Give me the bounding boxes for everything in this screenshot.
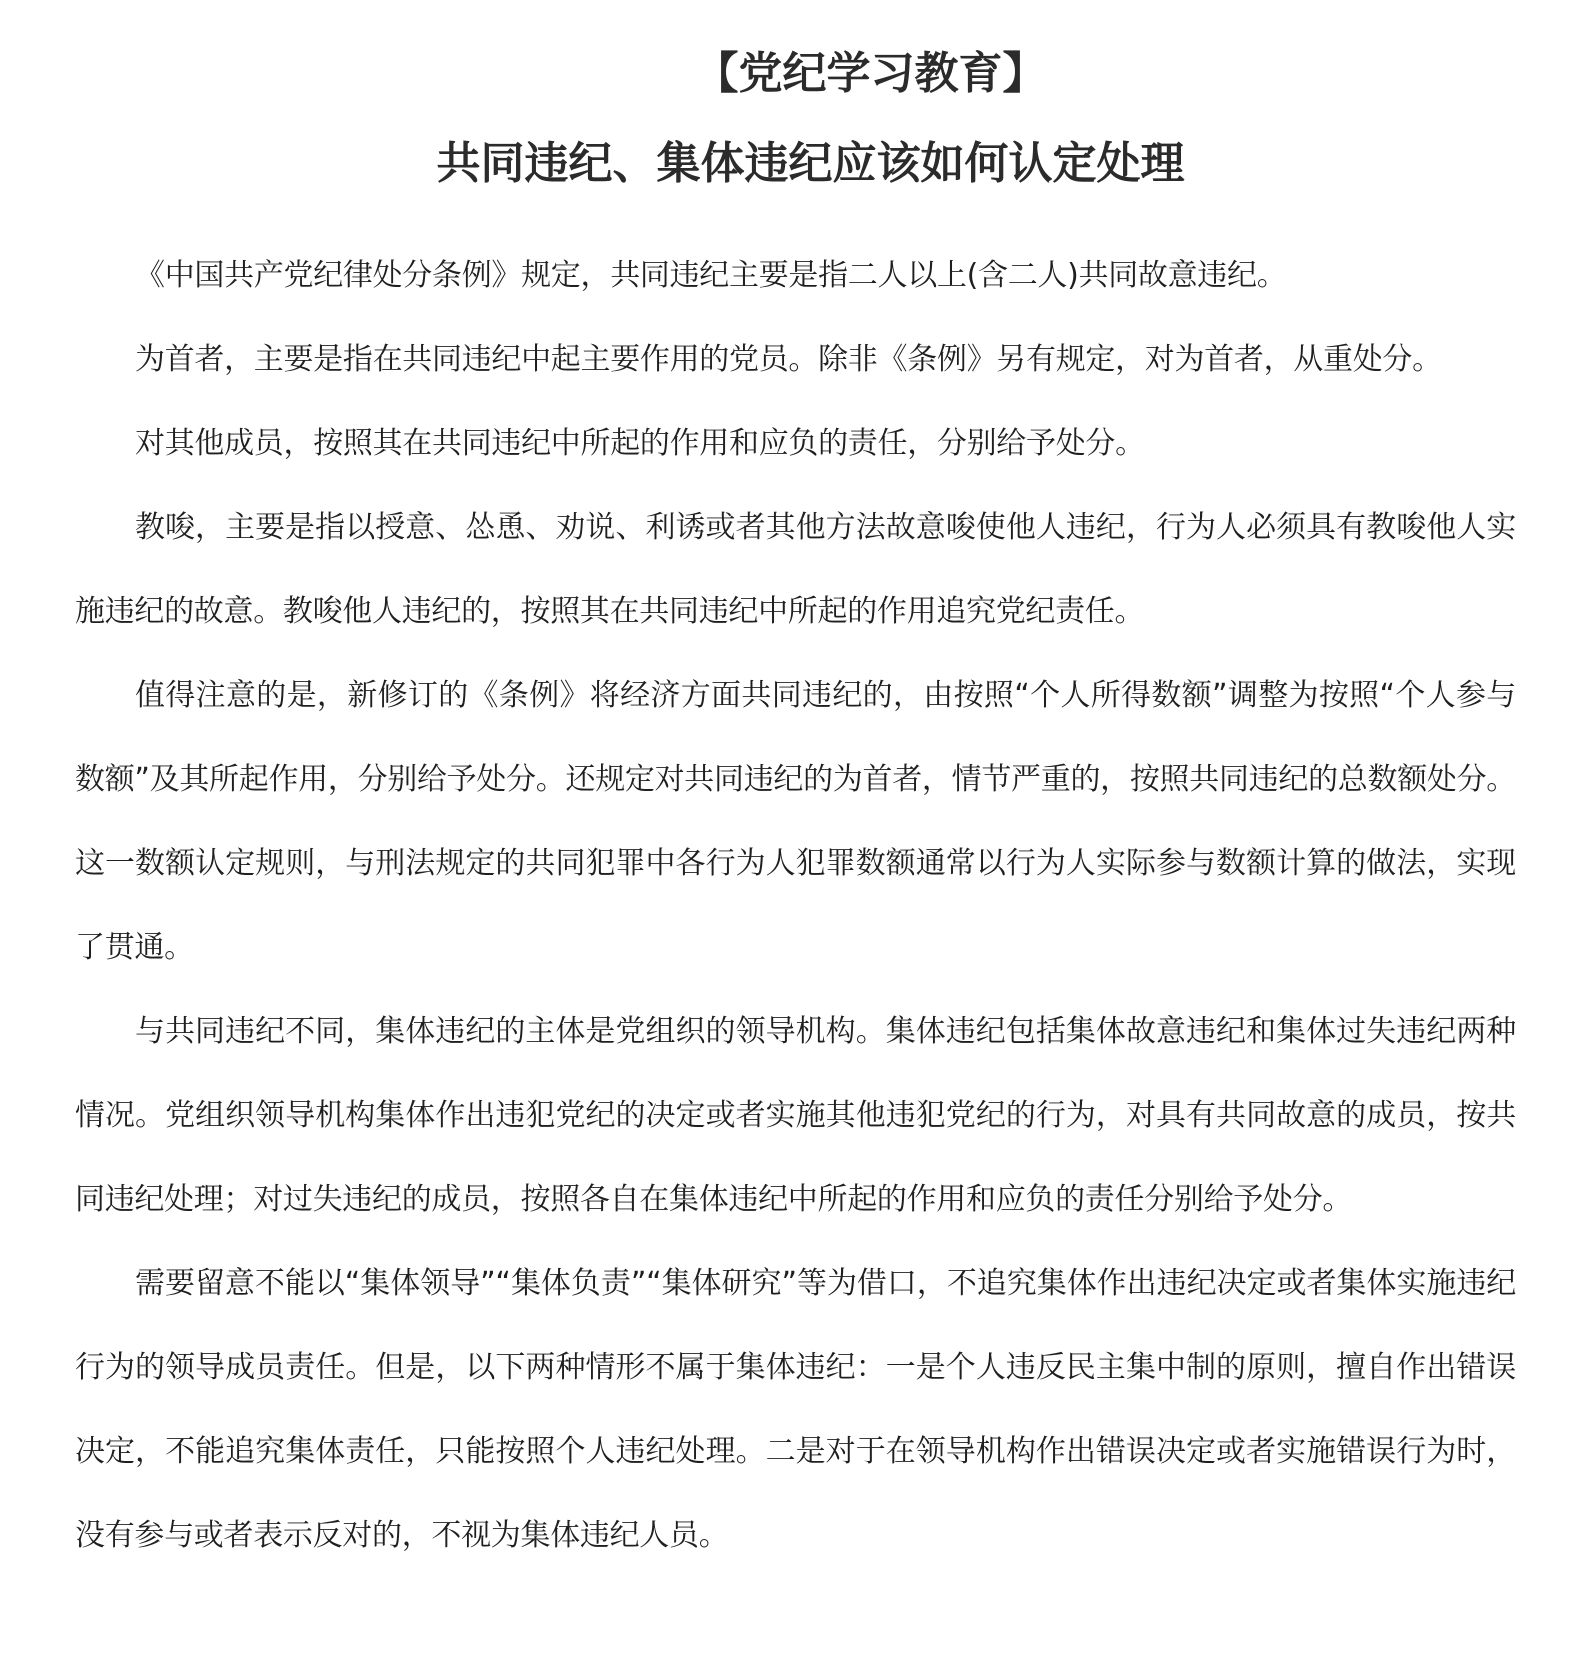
document-subtitle: 共同违纪、集体违纪应该如何认定处理: [436, 138, 1185, 189]
paragraph: 值得注意的是，新修订的《条例》将经济方面共同违纪的，由按照“个人所得数额”调整为按照“个人参与数额”及其所起作用，分别给予处分。还规定对共同违纪的为首者，情节严重的，按照共同违纪的总数额处分。这一数额认定规则，与刑法规定的共同犯罪中各行为人犯罪数额通常以行为人实际参与数额计算的做法，实现了贯通。: [75, 678, 1516, 965]
paragraph: 与共同违纪不同，集体违纪的主体是党组织的领导机构。集体违纪包括集体故意违纪和集体过失违纪两种情况。党组织领导机构集体作出违犯党纪的决定或者实施其他违犯党纪的行为，对具有共同故意的成员，按共同违纪处理；对过失违纪的成员，按照各自在集体违纪中所起的作用和应负的责任分别给予处分。: [75, 1014, 1516, 1217]
paragraph: 《中国共产党纪律处分条例》规定，共同违纪主要是指二人以上(含二人)共同故意违纪。: [135, 258, 1287, 293]
paragraph: 需要留意不能以“集体领导”“集体负责”“集体研究”等为借口，不追究集体作出违纪决定或者集体实施违纪行为的领导成员责任。但是，以下两种情形不属于集体违纪：一是个人违反民主集中制的原则，擅自作出错误决定，不能追究集体责任，只能按照个人违纪处理。二是对于在领导机构作出错误决定或者实施错误行为时，没有参与或者表示反对的，不视为集体违纪人员。: [75, 1266, 1516, 1553]
paragraph: 为首者，主要是指在共同违纪中起主要作用的党员。除非《条例》另有规定，对为首者，从重处分。: [135, 342, 1442, 377]
paragraph: 教唆，主要是指以授意、怂恿、劝说、利诱或者其他方法故意唆使他人违纪，行为人必须具有教唆他人实施违纪的故意。教唆他人违纪的，按照其在共同违纪中所起的作用追究党纪责任。: [75, 510, 1516, 629]
paragraph: 对其他成员，按照其在共同违纪中所起的作用和应负的责任，分别给予处分。: [135, 426, 1145, 461]
document-body: [75, 234, 1516, 1578]
document-title: 【党纪学习教育】: [694, 48, 1047, 99]
